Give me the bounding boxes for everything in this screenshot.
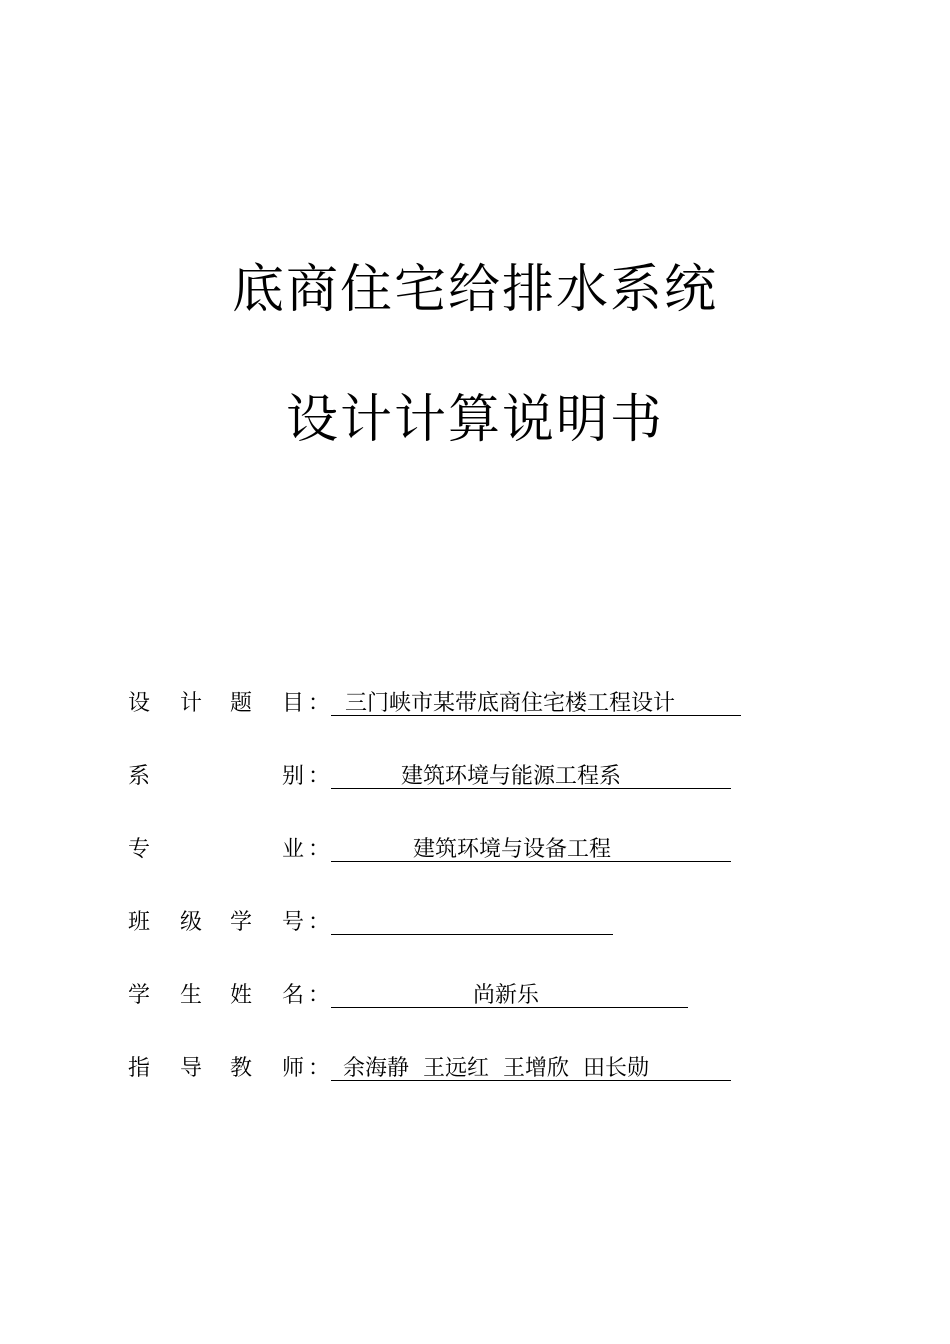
value-text: 三门峡市某带底商住宅楼工程设计	[345, 691, 676, 716]
label-char: 学	[230, 910, 253, 935]
label-char: 专	[128, 837, 151, 862]
label-char: 名	[282, 983, 305, 1008]
label-char: 别	[282, 764, 305, 789]
field-value-design-topic	[331, 688, 741, 716]
field-row-department	[128, 761, 888, 793]
field-row-design-topic	[128, 688, 888, 720]
label-char: 生	[180, 983, 203, 1008]
label-char: 业	[282, 837, 305, 862]
label-char: 姓	[230, 983, 253, 1008]
label-colon: ：	[308, 983, 331, 1008]
field-row-class-id	[128, 907, 888, 939]
label-char: 题	[230, 691, 253, 716]
field-label	[128, 834, 331, 866]
value-text: 余海静 王远红 王增欣 田长勋	[343, 1056, 649, 1081]
document-title-line-2: 设计计算说明书	[285, 390, 664, 450]
label-char: 教	[230, 1056, 253, 1081]
field-value-class-id	[331, 907, 613, 935]
label-char: 号	[282, 910, 305, 935]
label-char: 指	[128, 1056, 151, 1081]
field-row-student-name	[128, 980, 888, 1012]
label-char: 设	[128, 691, 151, 716]
document-title-line-1: 底商住宅给排水系统	[231, 260, 718, 320]
field-label	[128, 761, 331, 793]
label-char: 级	[180, 910, 203, 935]
value-text: 尚新乐	[473, 983, 540, 1008]
label-char: 师	[282, 1056, 305, 1081]
label-char: 班	[128, 910, 151, 935]
field-row-advisors	[128, 1053, 888, 1085]
field-value-major	[331, 834, 731, 862]
field-label	[128, 688, 331, 720]
label-char: 导	[180, 1056, 203, 1081]
field-label	[128, 980, 331, 1012]
label-colon: ：	[308, 764, 331, 789]
label-colon: ：	[308, 837, 331, 862]
label-char: 系	[128, 764, 151, 789]
field-value-student-name	[331, 980, 688, 1008]
label-colon: ：	[308, 691, 331, 716]
label-char: 学	[128, 983, 151, 1008]
field-label	[128, 907, 331, 939]
label-colon: ：	[308, 910, 331, 935]
label-char: 计	[180, 691, 203, 716]
value-text: 建筑环境与能源工程系	[401, 764, 622, 789]
field-value-advisors	[331, 1053, 731, 1081]
value-text: 建筑环境与设备工程	[413, 837, 612, 862]
label-char: 目	[282, 691, 305, 716]
field-label	[128, 1053, 331, 1085]
field-row-major	[128, 834, 888, 866]
label-colon: ：	[308, 1056, 331, 1081]
field-value-department	[331, 761, 731, 789]
